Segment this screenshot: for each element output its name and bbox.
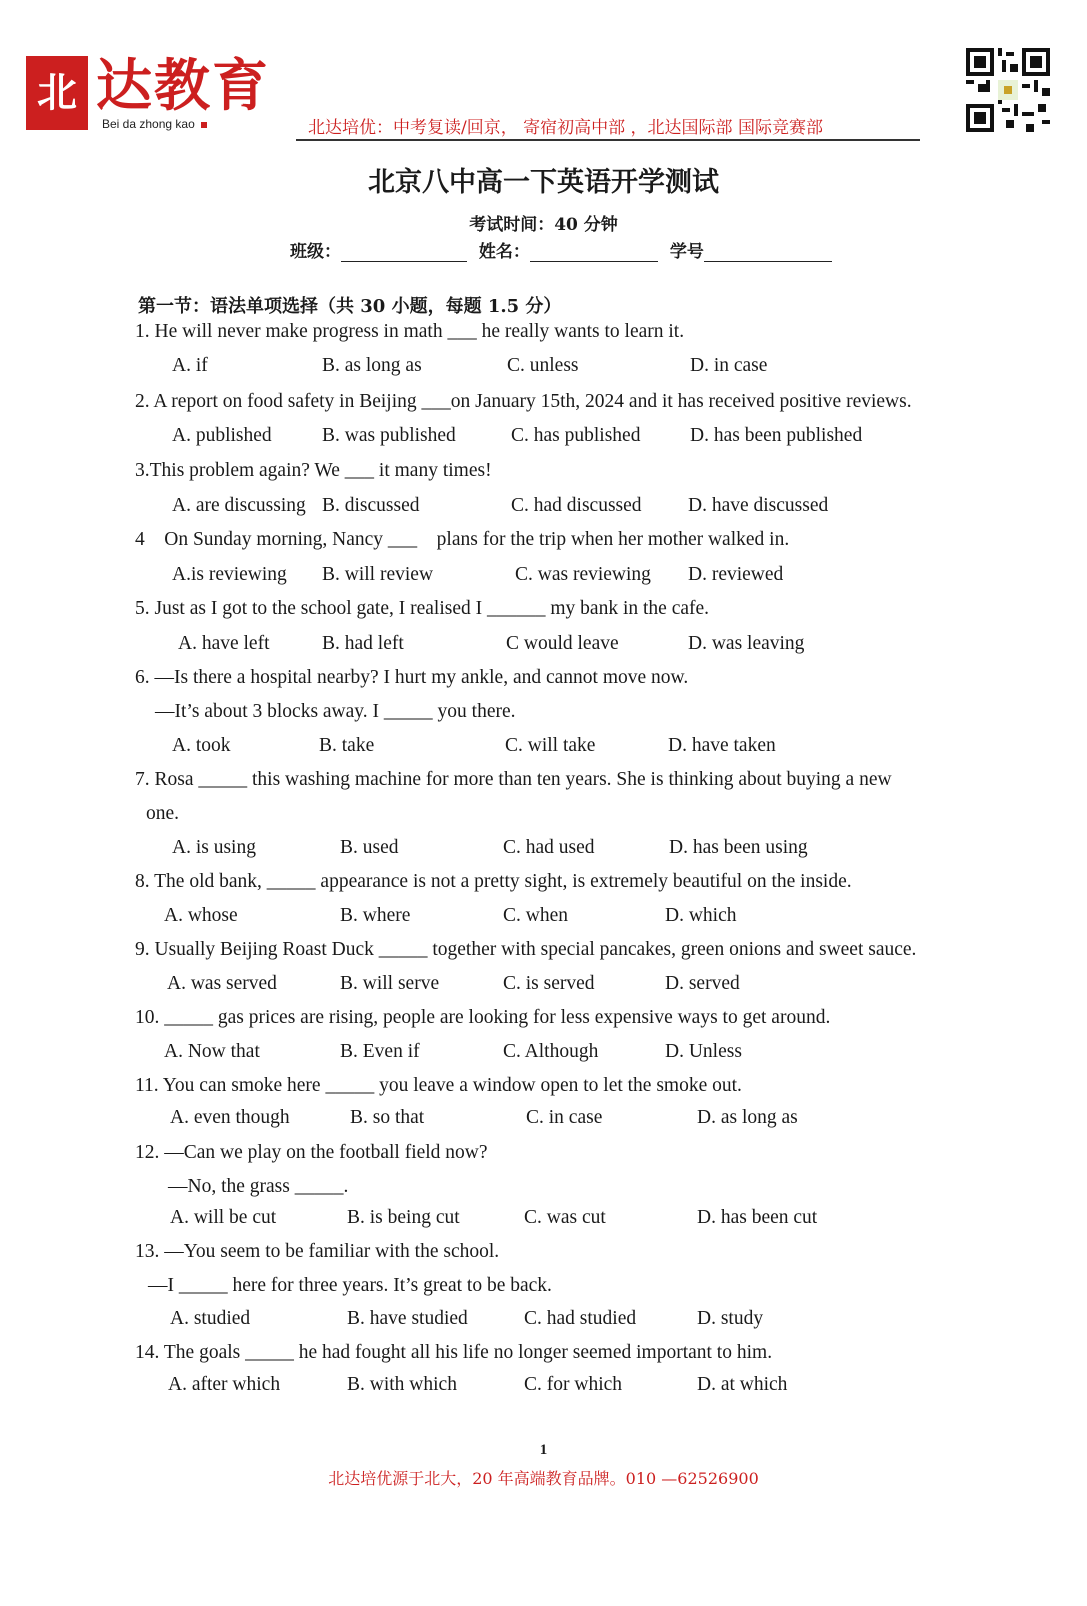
q7-option-a: A. is using	[172, 837, 256, 858]
q13-option-b: B. have studied	[347, 1308, 468, 1329]
question-11-stem: 11. You can smoke here _____ you leave a window open to let the smoke out.	[135, 1075, 742, 1096]
q5-option-c: C would leave	[506, 633, 619, 654]
question-13-stem-line2: —I _____ here for three years. It’s great to be back.	[148, 1275, 552, 1296]
question-2-stem: 2. A report on food safety in Beijing ___on January 15th, 2024 and it has received positive reviews.	[135, 391, 912, 412]
q2-option-d: D. has been published	[690, 425, 863, 446]
q9-option-d: D. served	[665, 973, 740, 994]
q2-option-b: B. was published	[322, 425, 456, 446]
q2-option-a: A. published	[172, 425, 272, 446]
q8-option-d: D. which	[665, 905, 737, 926]
question-6-stem-line2: —It’s about 3 blocks away. I _____ you there.	[155, 701, 516, 722]
logo-pinyin	[102, 117, 207, 131]
q6-option-a: A. took	[172, 735, 231, 756]
q3-option-d: D. have discussed	[688, 495, 829, 516]
exam-time: 考试时间：40 分钟	[469, 215, 618, 235]
logo-pinyin-text: Bei da zhong kao	[102, 117, 195, 131]
question-8-stem: 8. The old bank, _____ appearance is not a pretty sight, is extremely beautiful on the inside.	[135, 871, 852, 892]
q12-option-d: D. has been cut	[697, 1207, 818, 1228]
student-id-label: 学号	[669, 242, 704, 262]
question-13-stem: 13. —You seem to be familiar with the school.	[135, 1241, 500, 1262]
question-12-stem-line2: —No, the grass _____.	[168, 1176, 349, 1197]
question-6-stem: 6. —Is there a hospital nearby? I hurt my ankle, and cannot move now.	[135, 667, 689, 688]
section-title: 第一节：语法单项选择（共 30 小题，每题 1.5 分）	[138, 296, 562, 317]
footer-slogan: 北达培优源于北大，20 年高端教育品牌。010 —62526900	[328, 1469, 759, 1488]
q3-option-a: A. are discussing	[172, 495, 306, 516]
header-slogan: 北达培优：中考复读/回京， 寄宿初高中部 ，北达国际部 国际竞赛部	[308, 118, 823, 138]
question-9-stem: 9. Usually Beijing Roast Duck _____ together with special pancakes, green onions and sweet sauce.	[135, 939, 917, 960]
q14-option-a: A. after which	[168, 1374, 281, 1395]
q10-option-c: C. Although	[503, 1041, 599, 1062]
q12-option-c: C. was cut	[524, 1207, 606, 1228]
q11-option-d: D. as long as	[697, 1107, 798, 1128]
q7-option-b: B. used	[340, 837, 399, 858]
q9-option-b: B. will serve	[340, 973, 440, 994]
question-12-stem: 12. —Can we play on the football field now?	[135, 1142, 488, 1163]
q4-option-b: B. will review	[322, 564, 434, 585]
q3-option-c: C. had discussed	[511, 495, 642, 516]
q13-option-d: D. study	[697, 1308, 764, 1329]
q11-option-a: A. even though	[170, 1107, 290, 1128]
q1-option-c: C. unless	[507, 355, 579, 376]
q1-option-d: D. in case	[690, 355, 768, 376]
qr-code-icon	[966, 48, 1050, 132]
q14-option-d: D. at which	[697, 1374, 788, 1395]
class-label: 班级：	[290, 242, 341, 262]
q7-option-d: D. has been using	[669, 837, 808, 858]
q4-option-d: D. reviewed	[688, 564, 784, 585]
logo-wordmark: 达教育	[96, 53, 270, 119]
name-label: 姓名：	[478, 242, 530, 262]
q10-option-a: A. Now that	[164, 1041, 260, 1062]
q9-option-a: A. was served	[167, 973, 277, 994]
square-icon	[201, 122, 207, 128]
q11-option-b: B. so that	[350, 1107, 425, 1128]
q14-option-b: B. with which	[347, 1374, 457, 1395]
question-7-stem: 7. Rosa _____ this washing machine for more than ten years. She is thinking about buying a new	[135, 769, 892, 790]
q12-option-b: B. is being cut	[347, 1207, 460, 1228]
q1-option-a: A. if	[172, 355, 208, 376]
question-14-stem: 14. The goals _____ he had fought all his life no longer seemed important to him.	[135, 1342, 773, 1363]
question-5-stem: 5. Just as I got to the school gate, I realised I ______ my bank in the cafe.	[135, 598, 710, 619]
q6-option-b: B. take	[319, 735, 375, 756]
question-3-stem: 3.This problem again? We ___ it many times!	[135, 460, 492, 481]
q9-option-c: C. is served	[503, 973, 595, 994]
question-10-stem: 10. _____ gas prices are rising, people are looking for less expensive ways to get around.	[135, 1007, 831, 1028]
q5-option-b: B. had left	[322, 633, 404, 654]
q8-option-b: B. where	[340, 905, 411, 926]
q12-option-a: A. will be cut	[170, 1207, 277, 1228]
logo-mark: 北	[26, 56, 88, 130]
student-id-field[interactable]	[704, 243, 832, 262]
q11-option-c: C. in case	[526, 1107, 603, 1128]
q10-option-d: D. Unless	[665, 1041, 742, 1062]
q6-option-d: D. have taken	[668, 735, 776, 756]
q14-option-c: C. for which	[524, 1374, 623, 1395]
class-field[interactable]	[341, 243, 467, 262]
header-divider	[296, 139, 920, 141]
q5-option-d: D. was leaving	[688, 633, 805, 654]
question-1-stem: 1. He will never make progress in math ___ he really wants to learn it.	[135, 321, 685, 342]
question-4-stem: 4 On Sunday morning, Nancy ___ plans for the trip when her mother walked in.	[135, 529, 790, 550]
q8-option-c: C. when	[503, 905, 568, 926]
q6-option-c: C. will take	[505, 735, 596, 756]
name-field[interactable]	[530, 243, 658, 262]
exam-title: 北京八中高一下英语开学测试	[368, 167, 719, 198]
question-7-stem-line2: one.	[146, 803, 180, 824]
q1-option-b: B. as long as	[322, 355, 422, 376]
q10-option-b: B. Even if	[340, 1041, 420, 1062]
q4-option-c: C. was reviewing	[515, 564, 651, 585]
q4-option-a: A.is reviewing	[172, 564, 287, 585]
q2-option-c: C. has published	[511, 425, 641, 446]
q3-option-b: B. discussed	[322, 495, 420, 516]
q5-option-a: A. have left	[178, 633, 270, 654]
q13-option-c: C. had studied	[524, 1308, 637, 1329]
q13-option-a: A. studied	[170, 1308, 251, 1329]
student-info-line	[290, 237, 838, 262]
page-number: 1	[539, 1442, 548, 1458]
q7-option-c: C. had used	[503, 837, 595, 858]
q8-option-a: A. whose	[164, 905, 238, 926]
